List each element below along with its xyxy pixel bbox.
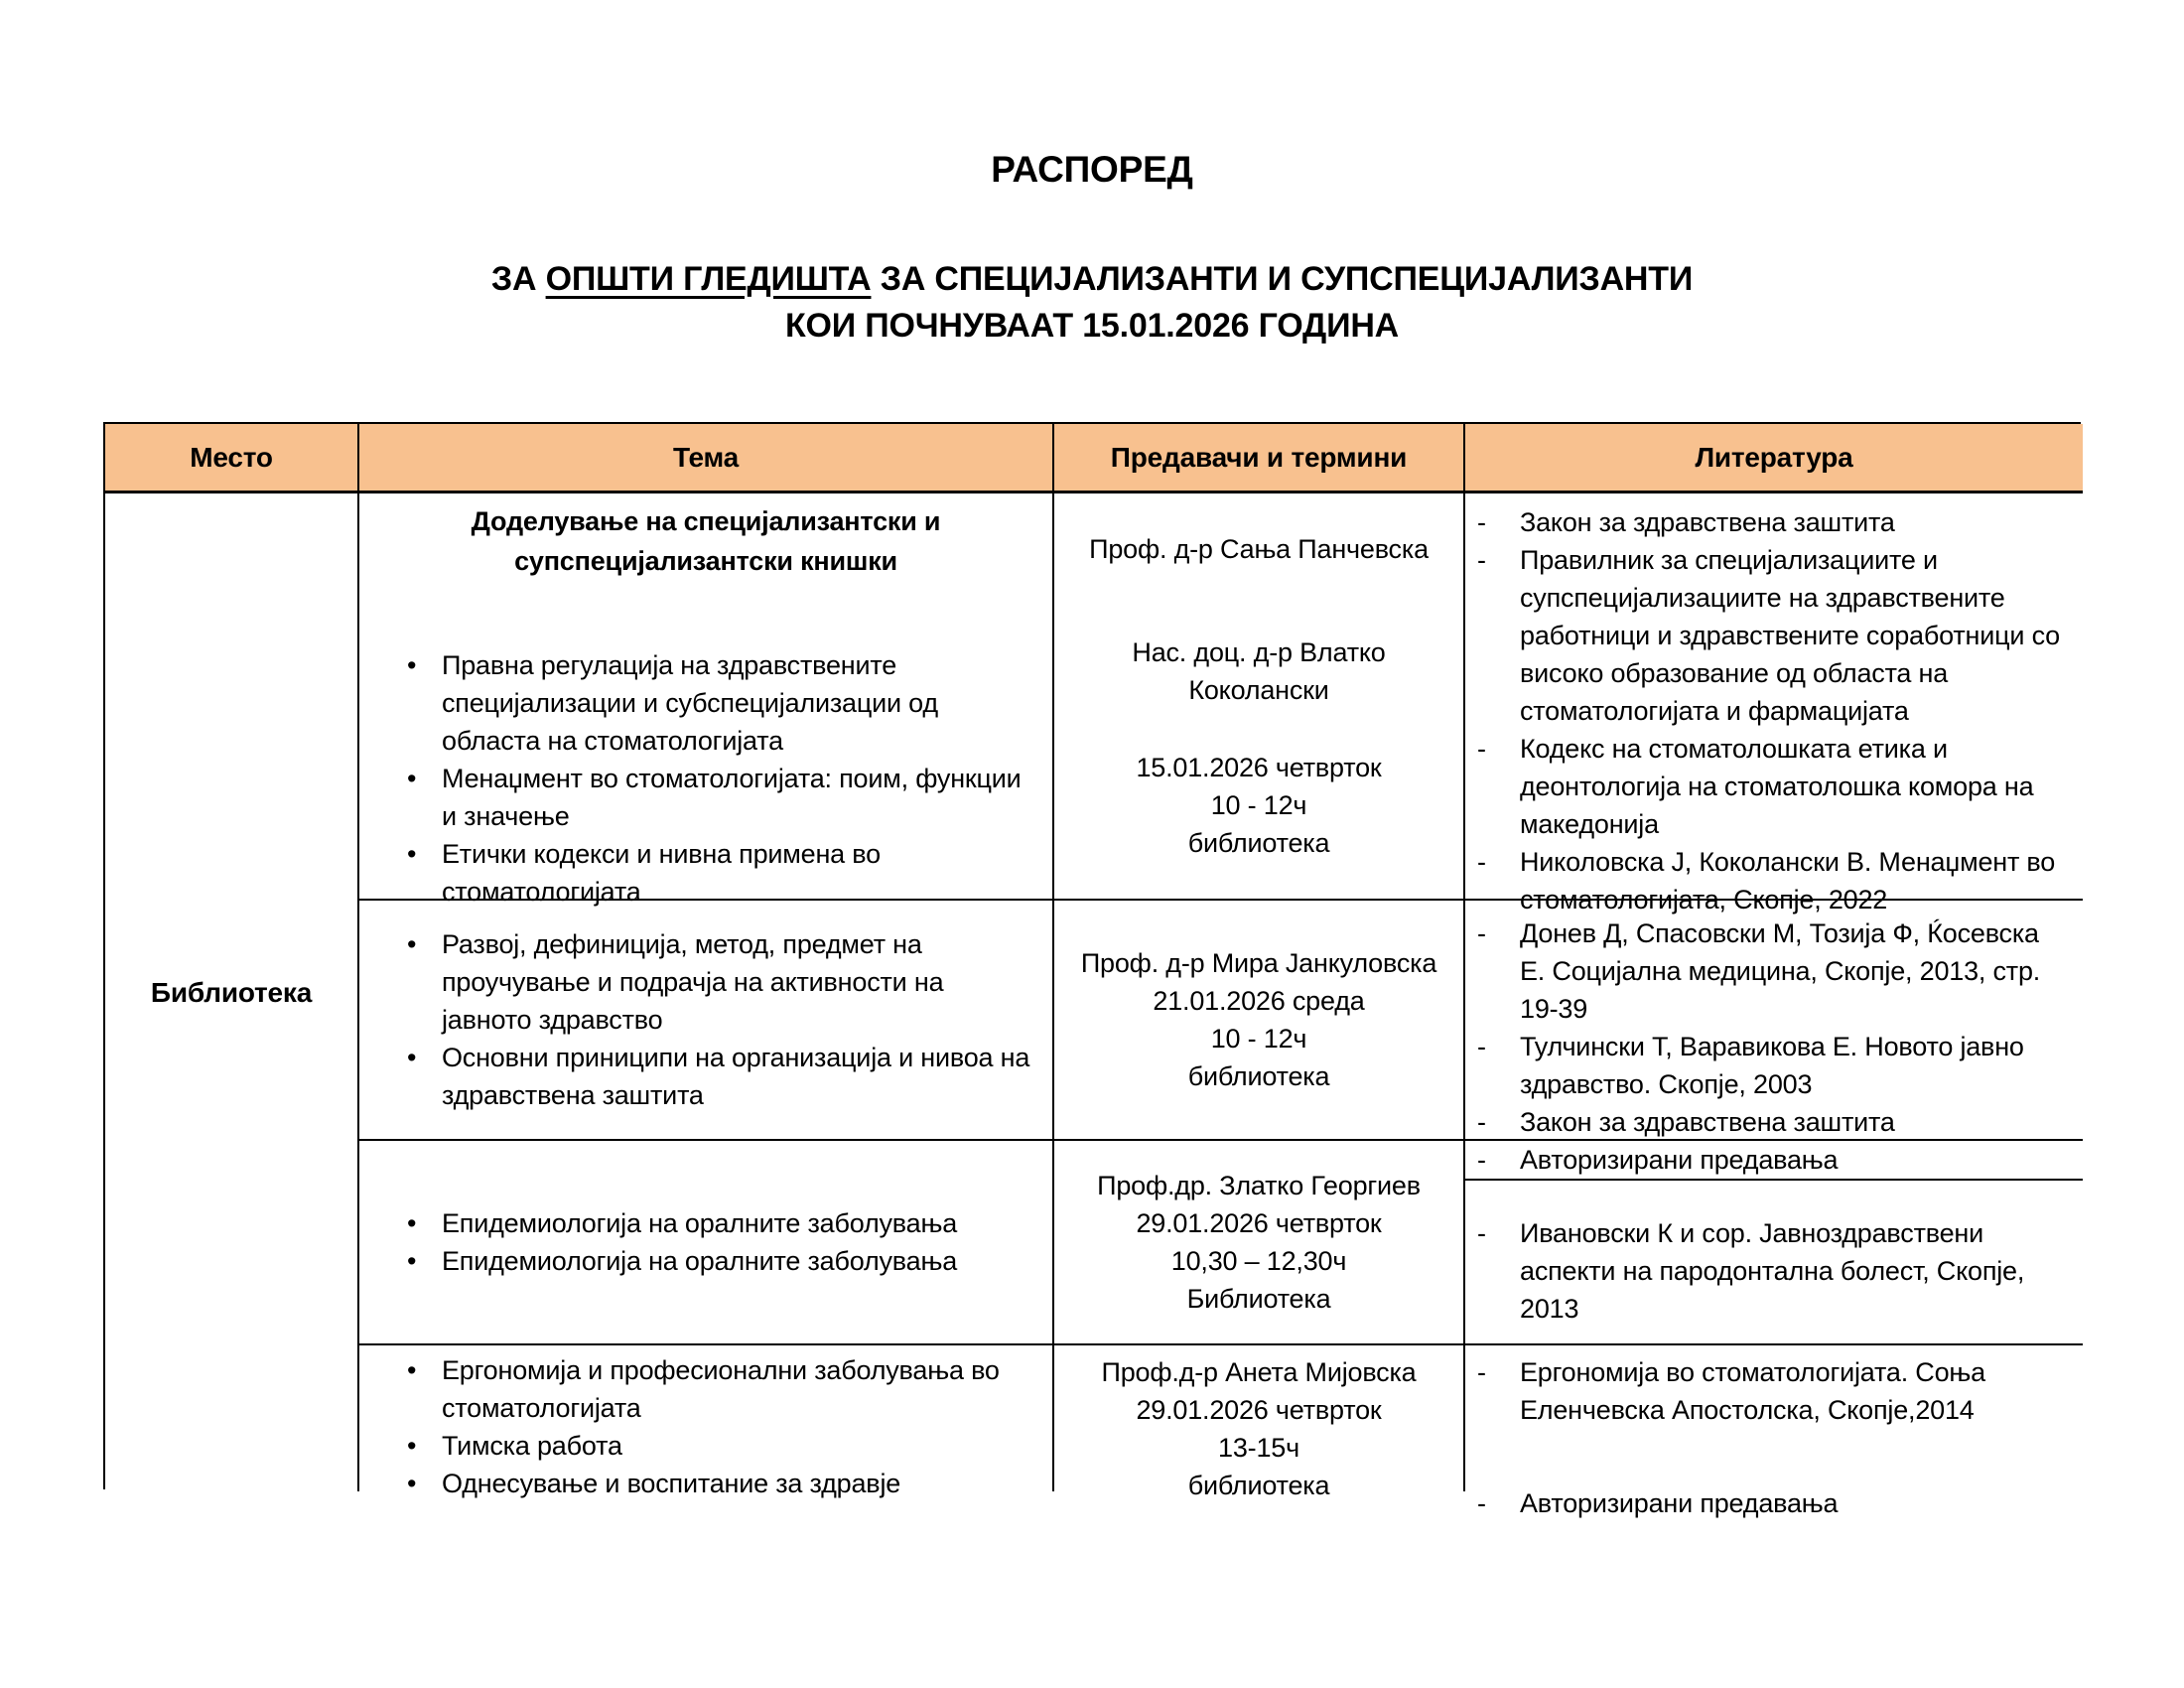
bullet-item: • Ергономија и професионални заболувања во стоматологијата bbox=[405, 1351, 1034, 1427]
row4-lecturers-cell bbox=[1054, 1345, 1465, 1500]
literature-item: - Ергономија во стоматологијата. Соња Еленчевска Апостолска, Скопје,2014 bbox=[1475, 1353, 2069, 1429]
lecturer-name: Проф.д-р Анета Мијовска bbox=[1101, 1357, 1417, 1387]
row3-lecturers-cell bbox=[1054, 1141, 1465, 1345]
row2-literature-cell bbox=[1465, 901, 2083, 1141]
literature-item: - Авторизирани предавања bbox=[1475, 1141, 2069, 1179]
literature-item: - Авторизирани предавања bbox=[1475, 1484, 2069, 1522]
literature-item: - Кодекс на стоматолошката етика и деонтологија на стоматолошка комора на македонија bbox=[1475, 730, 2069, 843]
session-venue: библиотека bbox=[1187, 828, 1330, 858]
session-time: 10,30 – 12,30ч bbox=[1170, 1246, 1347, 1276]
subtitle-prefix: ЗА bbox=[490, 260, 546, 298]
bullet-item: • Правна регулација на здравствените специјализации и субспецијализации од областа на стоматологијата bbox=[405, 646, 1034, 760]
col-header-literature: Литература bbox=[1465, 424, 2083, 493]
session-venue: Библиотека bbox=[1186, 1284, 1331, 1314]
page-title: РАСПОРЕД bbox=[991, 149, 1193, 190]
col-header-lecturers: Предавачи и термини bbox=[1054, 424, 1465, 493]
place-value: Библиотека bbox=[150, 976, 313, 1008]
literature-item: - Донев Д, Спасовски М, Тозија Ф, Ќосевска Е. Социјална медицина, Скопје, 2013, стр. 19-39 bbox=[1475, 914, 2069, 1028]
row1-literature-cell bbox=[1465, 493, 2083, 914]
subtitle-line-1 bbox=[0, 256, 2184, 303]
page-subtitle bbox=[0, 256, 2184, 350]
session-venue: библиотека bbox=[1187, 1471, 1330, 1500]
bullet-item: • Епидемиологија на оралните заболувања bbox=[405, 1204, 1034, 1242]
session-time: 10 - 12ч bbox=[1210, 790, 1307, 820]
col-header-place: Место bbox=[105, 424, 359, 493]
lecturer-name: Проф. д-р Сања Панчевска bbox=[1089, 534, 1429, 564]
place-cell bbox=[105, 493, 359, 1491]
row3-literature-bottom-cell bbox=[1465, 1181, 2083, 1345]
session-time: 13-15ч bbox=[1218, 1433, 1299, 1463]
schedule-table bbox=[103, 422, 2081, 1518]
literature-item: - Закон за здравствена заштита bbox=[1475, 1103, 2069, 1141]
session-date: 29.01.2026 четврток bbox=[1136, 1208, 1382, 1238]
bullet-item: • Менаџмент во стоматологијата: поим, функции и значење bbox=[405, 760, 1034, 835]
literature-item: - Закон за здравствена заштита bbox=[1475, 503, 2069, 541]
session-venue: библиотека bbox=[1187, 1061, 1330, 1091]
literature-item: - Правилник за специјализациите и супспецијализациите на здравствените работници и здравствените соработници со високо образование од областа на стоматологијата и фармацијата bbox=[1475, 541, 2069, 730]
lecturer-name: Проф. д-р Мира Јанкуловска bbox=[1080, 948, 1437, 978]
bullet-item: • Однесување и воспитание за здравје bbox=[405, 1465, 1034, 1502]
col-header-tema: Тема bbox=[359, 424, 1054, 493]
bullet-item: • Епидемиологија на оралните заболувања bbox=[405, 1242, 1034, 1280]
row4-literature-cell bbox=[1465, 1345, 2083, 1518]
literature-item: - Николовска Ј, Коколански В. Менаџмент во стоматологијата, Скопје, 2022 bbox=[1475, 843, 2069, 918]
bullet-item: • Етички кодекси и нивна примена во стоматологијата bbox=[405, 835, 1034, 911]
literature-item: - Тулчински Т, Варавикова Е. Новото јавно здравство. Скопје, 2003 bbox=[1475, 1028, 2069, 1103]
session-time: 10 - 12ч bbox=[1210, 1024, 1307, 1054]
bullet-item: • Развој, дефиниција, метод, предмет на проучување и подрачја на активности на јавното здравство bbox=[405, 925, 1034, 1039]
subtitle-suffix: ЗА СПЕЦИЈАЛИЗАНТИ И СУПСПЕЦИЈАЛИЗАНТИ bbox=[871, 260, 1694, 298]
lecturer-name: Нас. доц. д-р Влатко Коколански bbox=[1132, 637, 1386, 705]
row4-tema-cell bbox=[359, 1345, 1054, 1498]
row2-tema-cell bbox=[359, 901, 1054, 1141]
session-date: 21.01.2026 среда bbox=[1153, 986, 1365, 1016]
session-date: 15.01.2026 четврток bbox=[1136, 753, 1382, 782]
row3-literature-top-cell bbox=[1465, 1141, 2083, 1181]
row3-tema-cell bbox=[359, 1141, 1054, 1345]
lecturer-name: Проф.др. Златко Георгиев bbox=[1097, 1171, 1421, 1200]
session-date: 29.01.2026 четврток bbox=[1136, 1395, 1382, 1425]
bullet-item: • Основни приниципи на организација и нивоа на здравствена заштита bbox=[405, 1039, 1034, 1114]
subtitle-underlined-text: ОПШТИ ГЛЕДИШТА bbox=[545, 260, 872, 298]
row1-tema-cell bbox=[359, 493, 1054, 907]
row1-lecturers-cell bbox=[1054, 493, 1465, 901]
row1-tema-heading: Доделување на специјализантски и супспецијализантски книшки bbox=[471, 506, 941, 576]
subtitle-line-2: КОИ ПОЧНУВААТ 15.01.2026 ГОДИНА bbox=[784, 307, 1400, 345]
literature-item: - Ивановски К и сор. Јавноздравствени аспекти на пародонтална болест, Скопје, 2013 bbox=[1475, 1214, 2069, 1328]
bullet-item: • Тимска работа bbox=[405, 1427, 1034, 1465]
row2-lecturers-cell bbox=[1054, 901, 1465, 1141]
